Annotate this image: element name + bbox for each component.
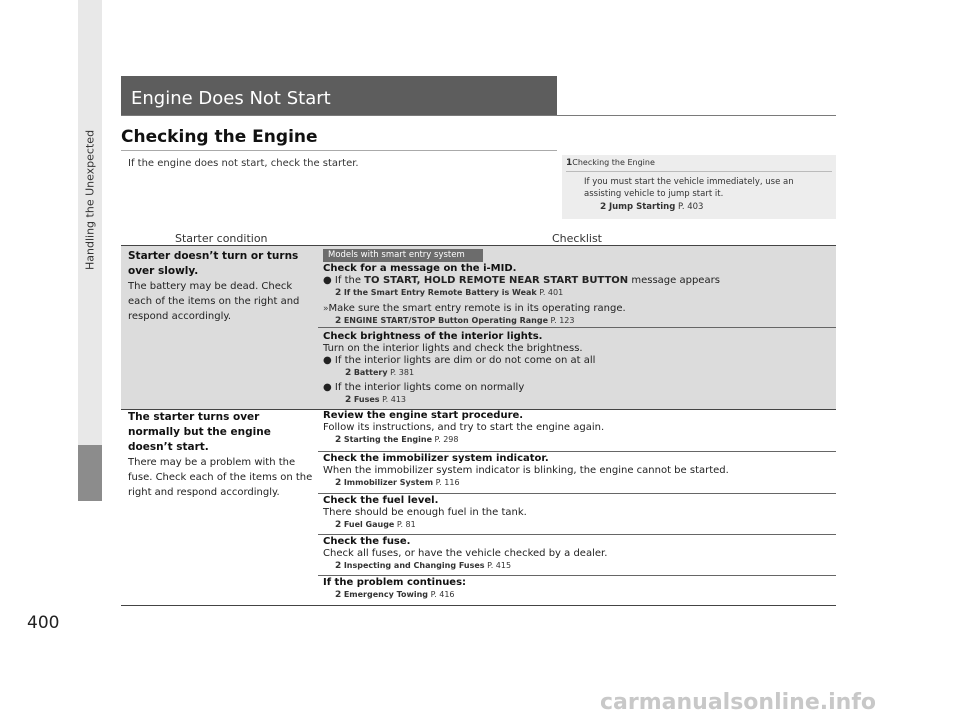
check-item <box>323 577 833 601</box>
ref-label: Battery <box>353 368 388 377</box>
check-line: Turn on the interior lights and check the brightness. <box>323 343 583 354</box>
check-item <box>323 536 833 572</box>
check-title: Check the fuse. <box>323 536 411 547</box>
cross-reference[interactable] <box>323 589 833 601</box>
check-item <box>323 410 833 446</box>
check-interior-lights <box>323 331 833 406</box>
row-divider <box>318 451 836 452</box>
reference-arrow-icon: 2 <box>335 520 342 530</box>
column-header-checklist: Checklist <box>552 232 602 245</box>
ref-page: P. 415 <box>487 561 512 570</box>
tip-arrow-icon: » <box>323 304 329 314</box>
check-imid-message <box>323 263 833 327</box>
check-title: Check the fuel level. <box>323 495 439 506</box>
check-title: Check brightness of the interior lights. <box>323 331 543 342</box>
note-header <box>566 158 655 168</box>
page-title: Engine Does Not Start <box>131 88 331 109</box>
reference-arrow-icon: 2 <box>335 590 342 600</box>
ref-label: Fuel Gauge <box>343 520 395 529</box>
check-title: Check for a message on the i-MID. <box>323 263 517 274</box>
reference-arrow-icon: 2 <box>600 202 607 212</box>
banner-divider <box>121 115 836 116</box>
row-divider <box>318 327 836 328</box>
bullet-icon: ● <box>323 382 332 393</box>
cross-reference[interactable] <box>323 519 833 531</box>
ref-label: If the Smart Entry Remote Battery is Weak <box>343 288 537 297</box>
check-line: Follow its instructions, and try to start the engine again. <box>323 422 605 433</box>
model-badge: Models with smart entry system <box>323 249 483 262</box>
check-tip <box>323 303 833 315</box>
section-divider <box>121 150 557 151</box>
row-divider <box>318 493 836 494</box>
condition-battery <box>128 249 313 324</box>
bullet-text: If the interior lights come on normally <box>334 382 525 393</box>
check-item <box>323 495 833 531</box>
check-title: If the problem continues: <box>323 577 467 588</box>
cross-reference[interactable] <box>323 434 833 446</box>
note-reference[interactable] <box>600 202 703 212</box>
reference-arrow-icon: 2 <box>345 395 352 405</box>
check-title: Check the immobilizer system indicator. <box>323 453 549 464</box>
cross-reference[interactable] <box>323 477 833 489</box>
condition-no-start <box>128 410 313 500</box>
watermark: carmanualsonline.info <box>600 690 876 715</box>
check-line: Check all fuses, or have the vehicle checked by a dealer. <box>323 548 608 559</box>
check-bullet <box>323 275 833 287</box>
reference-arrow-icon: 2 <box>335 561 342 571</box>
reference-arrow-icon: 2 <box>335 316 342 326</box>
ref-page: P. 416 <box>430 590 455 599</box>
row-divider <box>318 575 836 576</box>
bullet-text: If the <box>334 275 365 286</box>
page-number: 400 <box>27 613 60 633</box>
ref-label: Emergency Towing <box>343 590 429 599</box>
check-bullet <box>323 382 833 394</box>
tip-text: Make sure the smart entry remote is in its operating range. <box>328 303 626 314</box>
condition-body: There may be a problem with the fuse. Check each of the items on the right and respond accordingly. <box>128 457 313 498</box>
ref-label: Immobilizer System <box>343 478 434 487</box>
ref-page: P. 401 <box>539 288 564 297</box>
side-note <box>562 155 836 219</box>
bullet-icon: ● <box>323 275 332 286</box>
ref-page: P. 123 <box>550 316 575 325</box>
ref-label: Inspecting and Changing Fuses <box>343 561 485 570</box>
section-title: Checking the Engine <box>121 127 318 147</box>
note-divider <box>566 171 832 172</box>
cross-reference[interactable] <box>323 367 833 379</box>
ref-page: P. 381 <box>390 368 415 377</box>
cross-reference[interactable] <box>323 315 833 327</box>
condition-body: The battery may be dead. Check each of the items on the right and respond accordingly. <box>128 281 300 322</box>
chapter-side-tab <box>78 0 102 722</box>
check-title: Review the engine start procedure. <box>323 410 524 421</box>
note-header-text: Checking the Engine <box>572 158 655 167</box>
chapter-label: Handling the Unexpected <box>83 129 97 271</box>
bullet-message: TO START, HOLD REMOTE NEAR START BUTTON <box>364 275 629 286</box>
side-tab-marker <box>78 445 102 501</box>
ref-page: P. 81 <box>396 520 416 529</box>
bullet-icon: ● <box>323 355 332 366</box>
cross-reference[interactable] <box>323 394 833 406</box>
ref-label: Starting the Engine <box>343 435 432 444</box>
note-ref-label: Jump Starting <box>608 202 676 212</box>
column-header-condition: Starter condition <box>175 232 268 245</box>
note-marker-icon: 1 <box>566 158 573 168</box>
reference-arrow-icon: 2 <box>335 288 342 298</box>
cross-reference[interactable] <box>323 560 833 572</box>
check-bullet <box>323 355 833 367</box>
cross-reference[interactable] <box>323 287 833 299</box>
check-item <box>323 453 833 489</box>
ref-page: P. 413 <box>382 395 407 404</box>
condition-title: Starter doesn’t turn or turns over slowly. <box>128 250 299 277</box>
ref-label: ENGINE START/STOP Button Operating Range <box>343 316 548 325</box>
section-intro: If the engine does not start, check the starter. <box>128 158 359 169</box>
bullet-text-end: message appears <box>628 275 720 286</box>
table-bottom-rule <box>121 605 836 606</box>
ref-page: P. 298 <box>434 435 459 444</box>
ref-label: Fuses <box>353 395 380 404</box>
check-line: There should be enough fuel in the tank. <box>323 507 527 518</box>
row-divider <box>318 534 836 535</box>
note-body: If you must start the vehicle immediately, use an assisting vehicle to jump start it. <box>584 177 794 199</box>
reference-arrow-icon: 2 <box>345 368 352 378</box>
ref-page: P. 116 <box>435 478 460 487</box>
condition-title: The starter turns over normally but the engine doesn’t start. <box>128 411 271 453</box>
check-line: When the immobilizer system indicator is blinking, the engine cannot be started. <box>323 465 729 476</box>
reference-arrow-icon: 2 <box>335 478 342 488</box>
reference-arrow-icon: 2 <box>335 435 342 445</box>
bullet-text: If the interior lights are dim or do not come on at all <box>334 355 596 366</box>
note-ref-page: P. 403 <box>678 202 704 212</box>
